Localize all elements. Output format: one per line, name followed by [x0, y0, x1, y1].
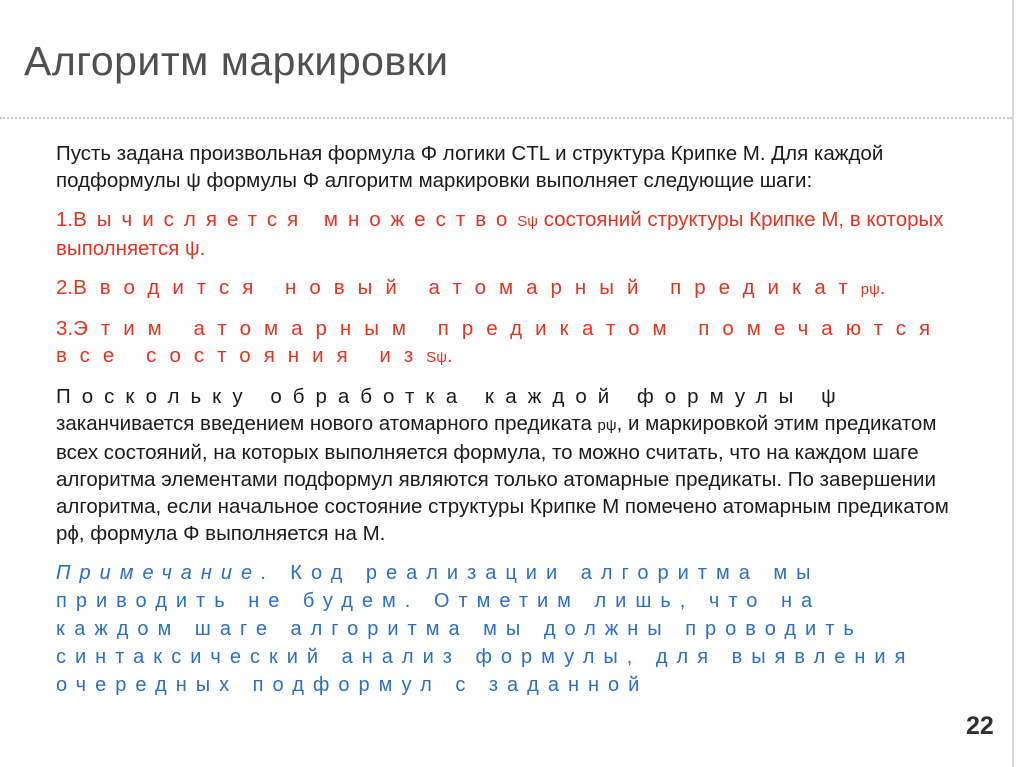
- note-text: Код реализации алгоритма мы приводить не будем. Отметим лишь, что на каждом шаге алгоритма мы должны проводить синтаксический анализ формулы, для выявления очередных подформул с заданной: [56, 562, 915, 696]
- conclusion-text-a: заканчивается введением нового атомарного предиката: [56, 412, 598, 435]
- step-2-rest: .: [879, 276, 886, 299]
- title-divider: [0, 117, 1012, 119]
- step-1-rest: состояний структуры Крипке M, в которых выполняется ψ.: [56, 208, 944, 260]
- conclusion-lead: Поскольку обработка каждой формулы ψ: [56, 385, 847, 408]
- step-2: [56, 274, 956, 303]
- step-1-lead: Вычисляется множество: [73, 208, 518, 231]
- slide-title: Алгоритм маркировки: [24, 38, 449, 84]
- step-1: [56, 206, 956, 262]
- step-1-number: 1.: [56, 208, 74, 231]
- conclusion-paragraph: [56, 383, 956, 547]
- intro-paragraph: Пусть задана произвольная формула Φ логики CTL и структура Крипке M. Для каждой подформулы ψ формулы Φ алгоритм маркировки выполняет следующие шаги:: [56, 142, 884, 192]
- step-3-lead: Этим атомарным предикатом помечаются все состояния из: [56, 317, 944, 367]
- right-edge-rule: [1012, 0, 1014, 767]
- step-3-number: 3.: [56, 317, 74, 340]
- conclusion-text-c: , формула Φ выполняется на M.: [78, 522, 386, 545]
- note-paragraph: [56, 559, 956, 699]
- page-number: 22: [966, 712, 994, 740]
- step-3: [56, 315, 956, 371]
- step-3-rest: .: [446, 344, 453, 367]
- conclusion-symbol-1: pψ: [597, 417, 617, 434]
- note-label: Примечание.: [56, 562, 276, 584]
- step-2-symbol: pψ: [860, 281, 880, 298]
- conclusion-symbol-2: ϕ: [67, 522, 79, 545]
- step-3-symbol: Sψ: [426, 349, 447, 366]
- slide-body: [56, 140, 956, 711]
- step-2-lead: Вводится новый атомарный предикат: [73, 276, 861, 299]
- conclusion-text-b: , и маркировкой этим предикатом всех состояний, на которых выполняется формула, то можно считать, что на каждом шаге алгоритма элементами подформул являются только атомарные предикаты. По завершении алгоритма, если начальное состояние структуры Крипке M помечено атомарным предикатом p: [56, 412, 949, 545]
- step-2-number: 2.: [56, 276, 74, 299]
- step-1-symbol: Sψ: [517, 213, 538, 230]
